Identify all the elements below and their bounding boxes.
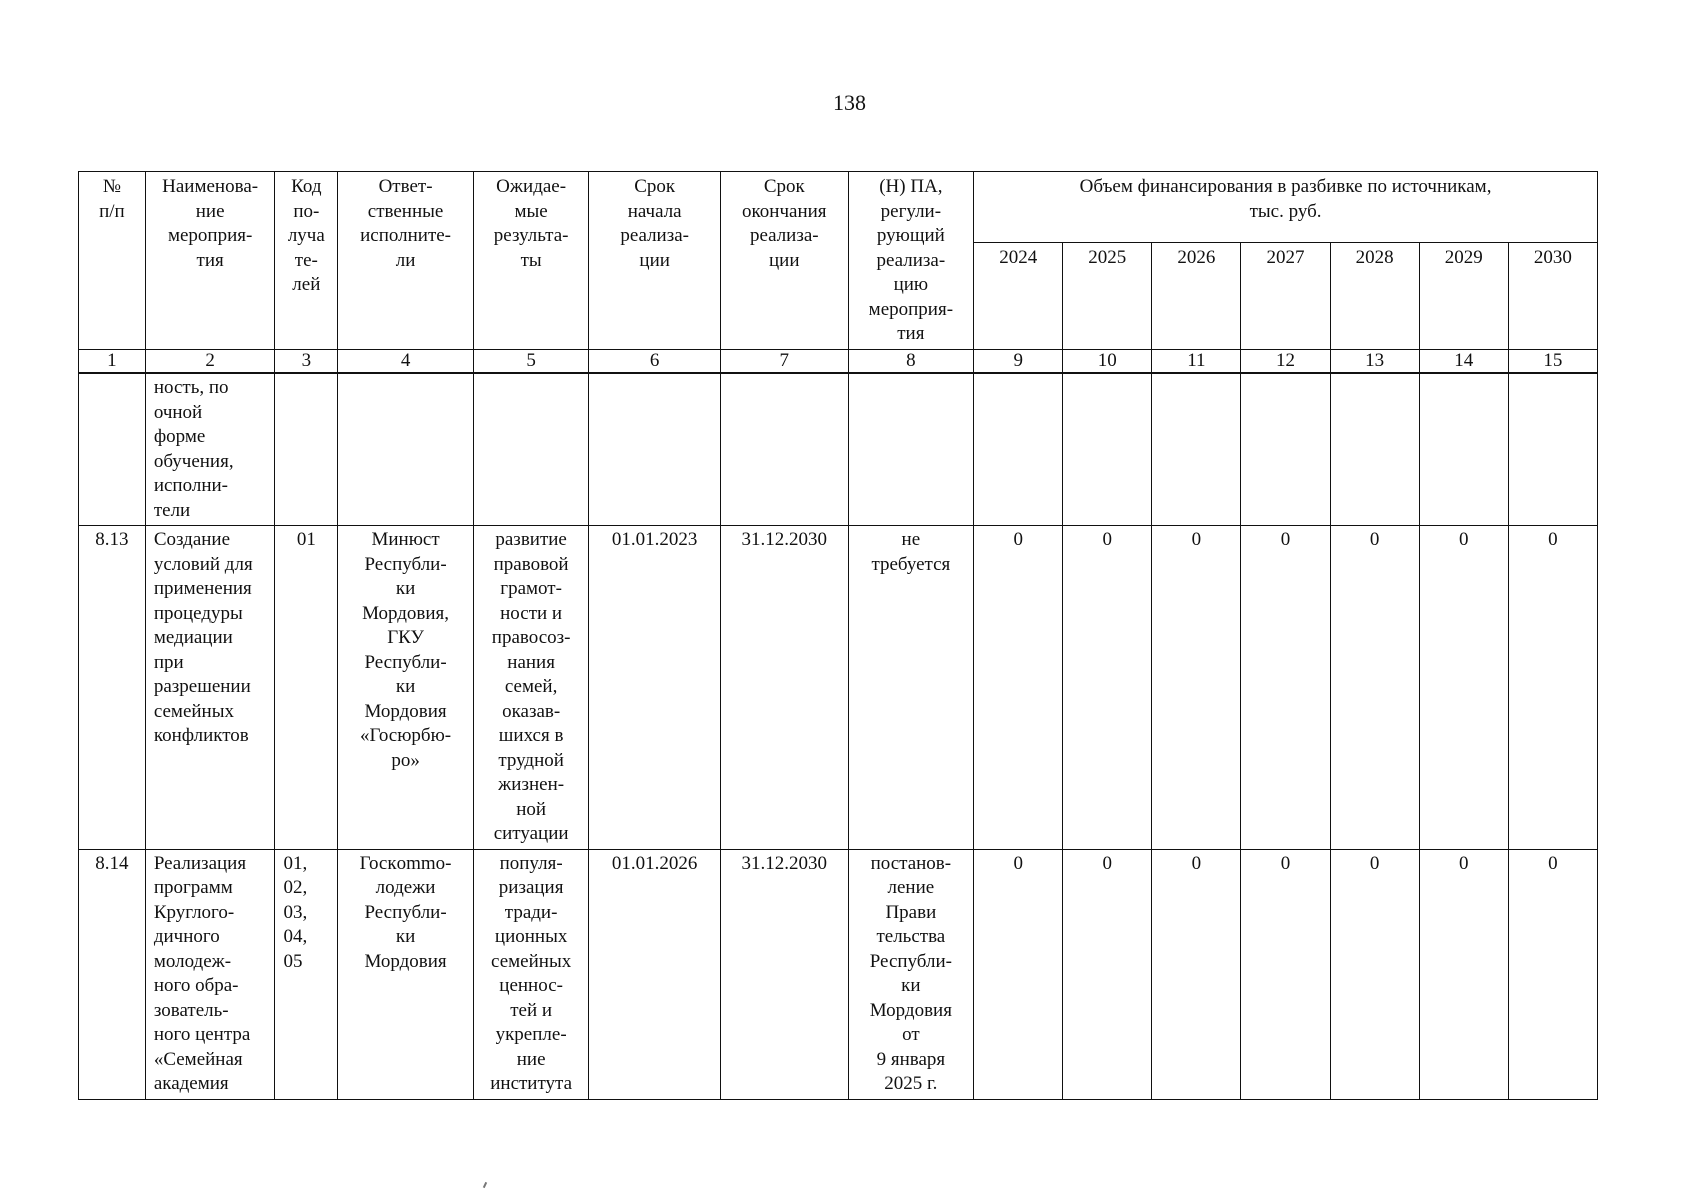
column-number: 8 [848,349,974,373]
row-value [1241,373,1330,526]
header-start-date: Срок начала реализа- ции [589,172,721,350]
row-value: 0 [1152,849,1241,1099]
row-value: 0 [1508,526,1597,850]
row-value: 0 [1508,849,1597,1099]
header-end-date: Срок окончания реализа- ции [720,172,848,350]
table-row [79,373,1598,526]
row-num: 8.13 [79,526,146,850]
row-value: 0 [1063,849,1152,1099]
row-value: 0 [1419,849,1508,1099]
header-code: Код по- луча те- лей [275,172,338,350]
column-number: 15 [1508,349,1597,373]
row-num: 8.14 [79,849,146,1099]
row-expected: развитие правовой грамот- ности и правосоз- нания семей, оказав- шихся в трудной жизнен- ной ситуации [473,526,588,850]
row-num [79,373,146,526]
row-end: 31.12.2030 [720,849,848,1099]
row-responsible: Госкommо- лодежи Республи- ки Мордовия [338,849,474,1099]
row-start: 01.01.2023 [589,526,721,850]
row-value [1330,373,1419,526]
row-legal-act [848,373,974,526]
row-start [589,373,721,526]
row-expected [473,373,588,526]
column-number: 1 [79,349,146,373]
header-expected-results: Ожидае- мые результа- ты [473,172,588,350]
column-number: 9 [974,349,1063,373]
column-number: 5 [473,349,588,373]
column-number: 6 [589,349,721,373]
column-number: 14 [1419,349,1508,373]
header-legal-act: (Н) ПА, регули- рующий реализа- цию мероприя- тия [848,172,974,350]
header-year: 2025 [1063,243,1152,349]
header-responsible: Ответ- ственные исполните- ли [338,172,474,350]
table-row [79,849,1598,1099]
row-code [275,373,338,526]
row-value [1152,373,1241,526]
row-value: 0 [1241,849,1330,1099]
row-value [974,373,1063,526]
column-number: 4 [338,349,474,373]
activities-table [78,171,1598,1100]
row-end: 31.12.2030 [720,526,848,850]
row-name: Реализация программ Круглого- дичного молодеж- ного обра- зователь- ного центра «Семейная академия [145,849,275,1099]
row-value: 0 [1241,526,1330,850]
column-number: 13 [1330,349,1419,373]
column-number: 3 [275,349,338,373]
table-row [79,526,1598,850]
header-num: № п/п [79,172,146,350]
row-value: 0 [1330,849,1419,1099]
column-number: 12 [1241,349,1330,373]
header-name: Наименова- ние мероприя- тия [145,172,275,350]
header-year: 2027 [1241,243,1330,349]
row-value [1063,373,1152,526]
row-start: 01.01.2026 [589,849,721,1099]
row-legal-act: не требуется [848,526,974,850]
row-value: 0 [974,849,1063,1099]
row-code: 01 [275,526,338,850]
row-legal-act: постанов- ление Прави тельства Республи- ки Мордовия от 9 января 2025 г. [848,849,974,1099]
header-funding: Объем финансирования в разбивке по источникам, тыс. руб. [974,172,1598,243]
row-end [720,373,848,526]
column-number-row [79,349,1598,373]
row-value: 0 [1152,526,1241,850]
header-year: 2026 [1152,243,1241,349]
column-number: 7 [720,349,848,373]
row-value [1508,373,1597,526]
row-value: 0 [1063,526,1152,850]
row-value [1419,373,1508,526]
row-value: 0 [1330,526,1419,850]
header-year: 2029 [1419,243,1508,349]
row-value: 0 [974,526,1063,850]
header-year: 2024 [974,243,1063,349]
header-year: 2028 [1330,243,1419,349]
row-responsible [338,373,474,526]
row-value: 0 [1419,526,1508,850]
column-number: 10 [1063,349,1152,373]
column-number: 11 [1152,349,1241,373]
header-year: 2030 [1508,243,1597,349]
row-responsible: Минюст Республи- ки Мордовия, ГКУ Республи- ки Мордовия «Госюрбю- ро» [338,526,474,850]
scan-artifact [483,1182,487,1188]
row-expected: популя- ризация тради- ционных семейных ценнос- тей и укрепле- ние института [473,849,588,1099]
row-code: 01, 02, 03, 04, 05 [275,849,338,1099]
column-number: 2 [145,349,275,373]
row-name: Создание условий для применения процедуры медиации при разрешении семейных конфликтов [145,526,275,850]
row-name: ность, по очной форме обучения, исполни- тели [145,373,275,526]
page-number: 138 [833,90,866,115]
